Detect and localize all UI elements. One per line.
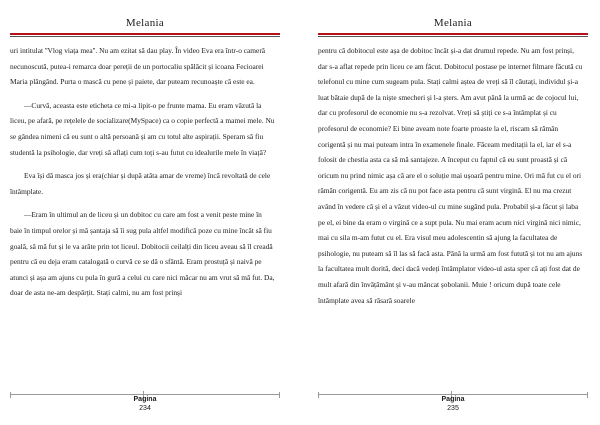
page-number: 235 [447,405,459,412]
header-rule-dark [10,36,280,37]
page-number: 234 [139,405,151,412]
page-body [10,43,275,301]
footer-rule [318,394,588,395]
header-rule-red [10,33,280,35]
page-body [318,43,583,308]
right-page [318,0,588,425]
paragraph: uri intitulat ''Vlog viața mea''. Nu am ezitat să dau play. În video Eva era într-o cameră necunoscută, putea-i remarca doar pereții de un portocaliu spălăcit și icoana Fecioarei Maria plângând. Purta o mască cu pene și paiete, dar puteam recunoaște că este ea. [10,46,266,87]
running-head: Melania [125,17,165,29]
left-page [10,0,280,425]
page-footer-label: Pagina [441,396,465,403]
footer-rule [10,394,280,395]
paragraph: Eva își dă masca jos și era(chiar și după atâta amar de vreme) încă revoltată de cele întâmplate. [10,171,271,196]
page-footer-label: Pagina [133,396,157,403]
header-rule-red [318,33,588,35]
paragraph: —Eram în ultimul an de liceu și un dobitoc cu care am fost a venit peste mine în baie în timpul orelor și mă șantaja să îi sug pula altfel modifică poze cu mine încât să fiu goală, să mă fut și le va arăte prin tot liceul. Dobitocii ceilalți din liceu aveau să îl creadă pentru că eu deja eram catalogată o curvă ce se dă o sfântă. Eram prostuță și naivă pe atunci și așa am ajuns cu pula în gură a celui cu care nici măcar nu am vrut să mă fut. Da, doar de asta ne-am despărțit. Stați calmi, nu am fost prinși [10,210,275,298]
paragraph: —Curvă, aceasta este eticheta ce mi-a lipit-o pe frunte mama. Eu eram văzută la liceu, pe afară, pe rețelele de socializare(MySpace) ca o copie perfectă a mamei mele. Nu se gândea nimeni că eu sunt o altă persoană și am cu totul alte aspirații. Speram să fiu studentă la psihologie, dar vreți să aflați cum toți s-au futut cu idealurile mele în viață? [10,100,275,157]
running-head: Melania [433,17,473,29]
header-rule-dark [318,36,588,37]
paragraph: pentru că dobitocul este așa de dobitoc încât și-a dat drumul repede. Nu am fost prinși, dar s-a aflat repede prin liceu ce am făcut. Dobitocul postase pe internet filmare făcută cu telefonul cu mine cum sugeam pula. Stați calmi aștea de vreți să îl căutați, individul și-a luat bătaie după de la niște smecheri și l-a șters. Am avut până la urmă ac de cojocul lui, dar cu profesorul de economie nu s-a rezolvat. Vreți să știți ce s-a întâmplat și cu profesorul de economie? Ei bine aveam note foarte proaste la el, riscam să rămân corigentă și nu mai puteam intra în examenele finale. Făceam meditații la el, iar el s-a folosit de chestia asta ca să mă santajeze. A început cu faptul că eu sunt proastă și că oricum nu prind nimic așa că are el o soluție mai ușoară pentru mine. Ori mă fut cu el ori rămân corigentă. Eu am zis că nu pot face asta pentru că sunt virgină. El nu ma crezut având în vedere că și el a văzut video-ul cu mine sugând pula. Probabil și-a făcut și laba pe el, ei bine da eram o virgină ce a supt pula. Nu mai eram acum nici virgină nici nimic, mai cu sila m-am futut cu el. Era visul meu adolescentin să ajung la facultatea de psihologie, nu puteam să îl las să facă asta. Până la urmă am fost futută și tot nu am ajuns la facultatea mult dorită, deci dacă vedeți întâmplator video-ul asta sper că ați fost dat de mult afară din învățământ și v-au mâncat șobolanii. Muie ! oricum după toate cele întâmplate avea să răsară soarele [318,46,583,305]
